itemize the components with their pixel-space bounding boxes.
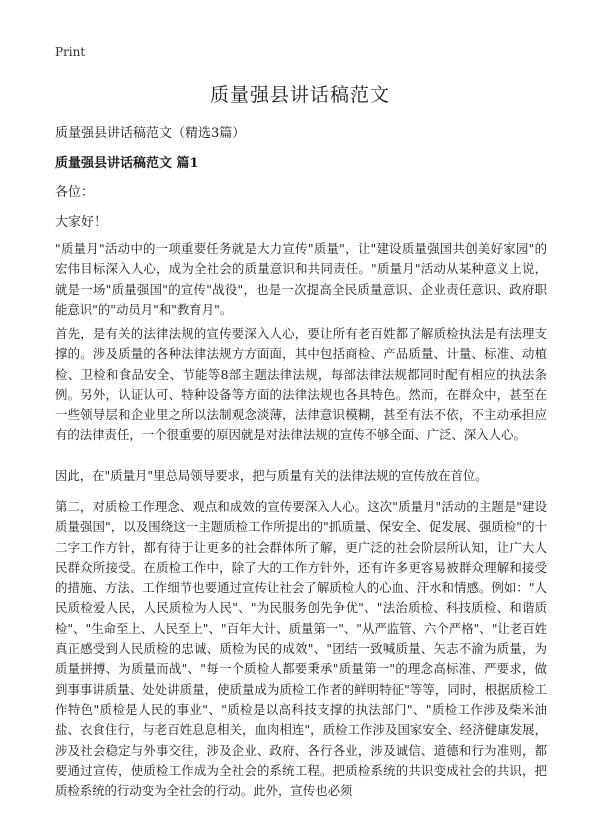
salutation: 各位： xyxy=(55,185,95,200)
paragraph: 因此，在"质量月"里总局领导要求，把与质量有关的法律法规的宣传放在首位。 xyxy=(55,468,488,483)
paragraph: "质量月"活动中的一项重要任务就是大力宣传"质量"，让"建设质量强国共创美好家园"的宏伟目标深入人心，成为全社会的质量意识和共同责任。"质量月"活动从某种意义上说，就是一场"质量强国"的宣传"战役"，也是一次提高全民质量意识、企业责任意识、政府职能意识"的"动员月"和"教育月"。 xyxy=(55,241,547,317)
greeting: 大家好！ xyxy=(55,215,108,230)
paragraph: 第二，对质检工作理念、观点和成效的宣传要深入人心。这次"质量月"活动的主题是"建设质量强国"，以及围绕这一主题质检工作所提出的"抓质量、保安全、促发展、强质检"的十二字工作方针，都有待于让更多的社会群体所了解，更广泛的社会阶层所认知，让广大人民群众所接受。在质检工作中，除了大的工作方针外，还有许多更容易被群众理解和接受的措施、方法、工作细节也要通过宣传让社会了解质检人的心血、汗水和情感。例如："人民质检爱人民，人民质检为人民"、"为民服务创先争优"、"法治质检、科技质检、和谐质检"、"生命至上、人民至上"、"百年大计、质量第一"、"从严监管、六个严格"、"让老百姓真正感受到人民质检的忠诚、质检为民的成效"、"团结一致喊质量、矢志不渝为质量，为质量拼搏、为质量而战"、"每一个质检人都要秉承"质量第一"的理念高标准、严要求，做到事事讲质量、处处讲质量，使质量成为质检工作者的鲜明特征"等等，同时，根据质检工作特色"质检是人民的事业"、"质检是以高科技支撑的执法部门"、"质检工作涉及柴米油盐、衣食住行，与老百姓息息相关，血肉相连"，质检工作涉及国家安全、经济健康发展，涉及社会稳定与外事交往，涉及企业、政府、各行各业，涉及诚信、道德和行为准则，都要通过宣传，使质检工作成为全社会的系统工程。把质检系统的共识变成社会的共识，把质检系统的行动变为全社会的行动。此外，宣传也必须 xyxy=(55,499,547,799)
section-title: 质量强县讲话稿范文 篇1 xyxy=(55,156,199,171)
paragraph: 首先，是有关的法律法规的宣传要深入人心，要让所有老百姓都了解质检执法是有法理支撑的。涉及质量的各种法律法规方方面面，其中包括商检、产品质量、计量、标准、动植检、卫检和食品安全、节能等8部主题法律法规，每部法律法规都同时配有相应的执法条例。另外，认证认可、特种设备等方面的法律法规也各具特色。然而，在群众中，甚至在一些领导层和企业里之所以法制观念淡薄，法律意识模糊，甚至有法不依，不主动承担应有的法律责任，一个很重要的原因就是对法律法规的宣传不够全面、广泛、深入人心。 xyxy=(55,326,547,443)
document-subtitle: 质量强县讲话稿范文（精选3篇） xyxy=(55,126,246,141)
document-title: 质量强县讲话稿范文 xyxy=(209,84,390,106)
print-link[interactable]: Print xyxy=(55,45,86,59)
